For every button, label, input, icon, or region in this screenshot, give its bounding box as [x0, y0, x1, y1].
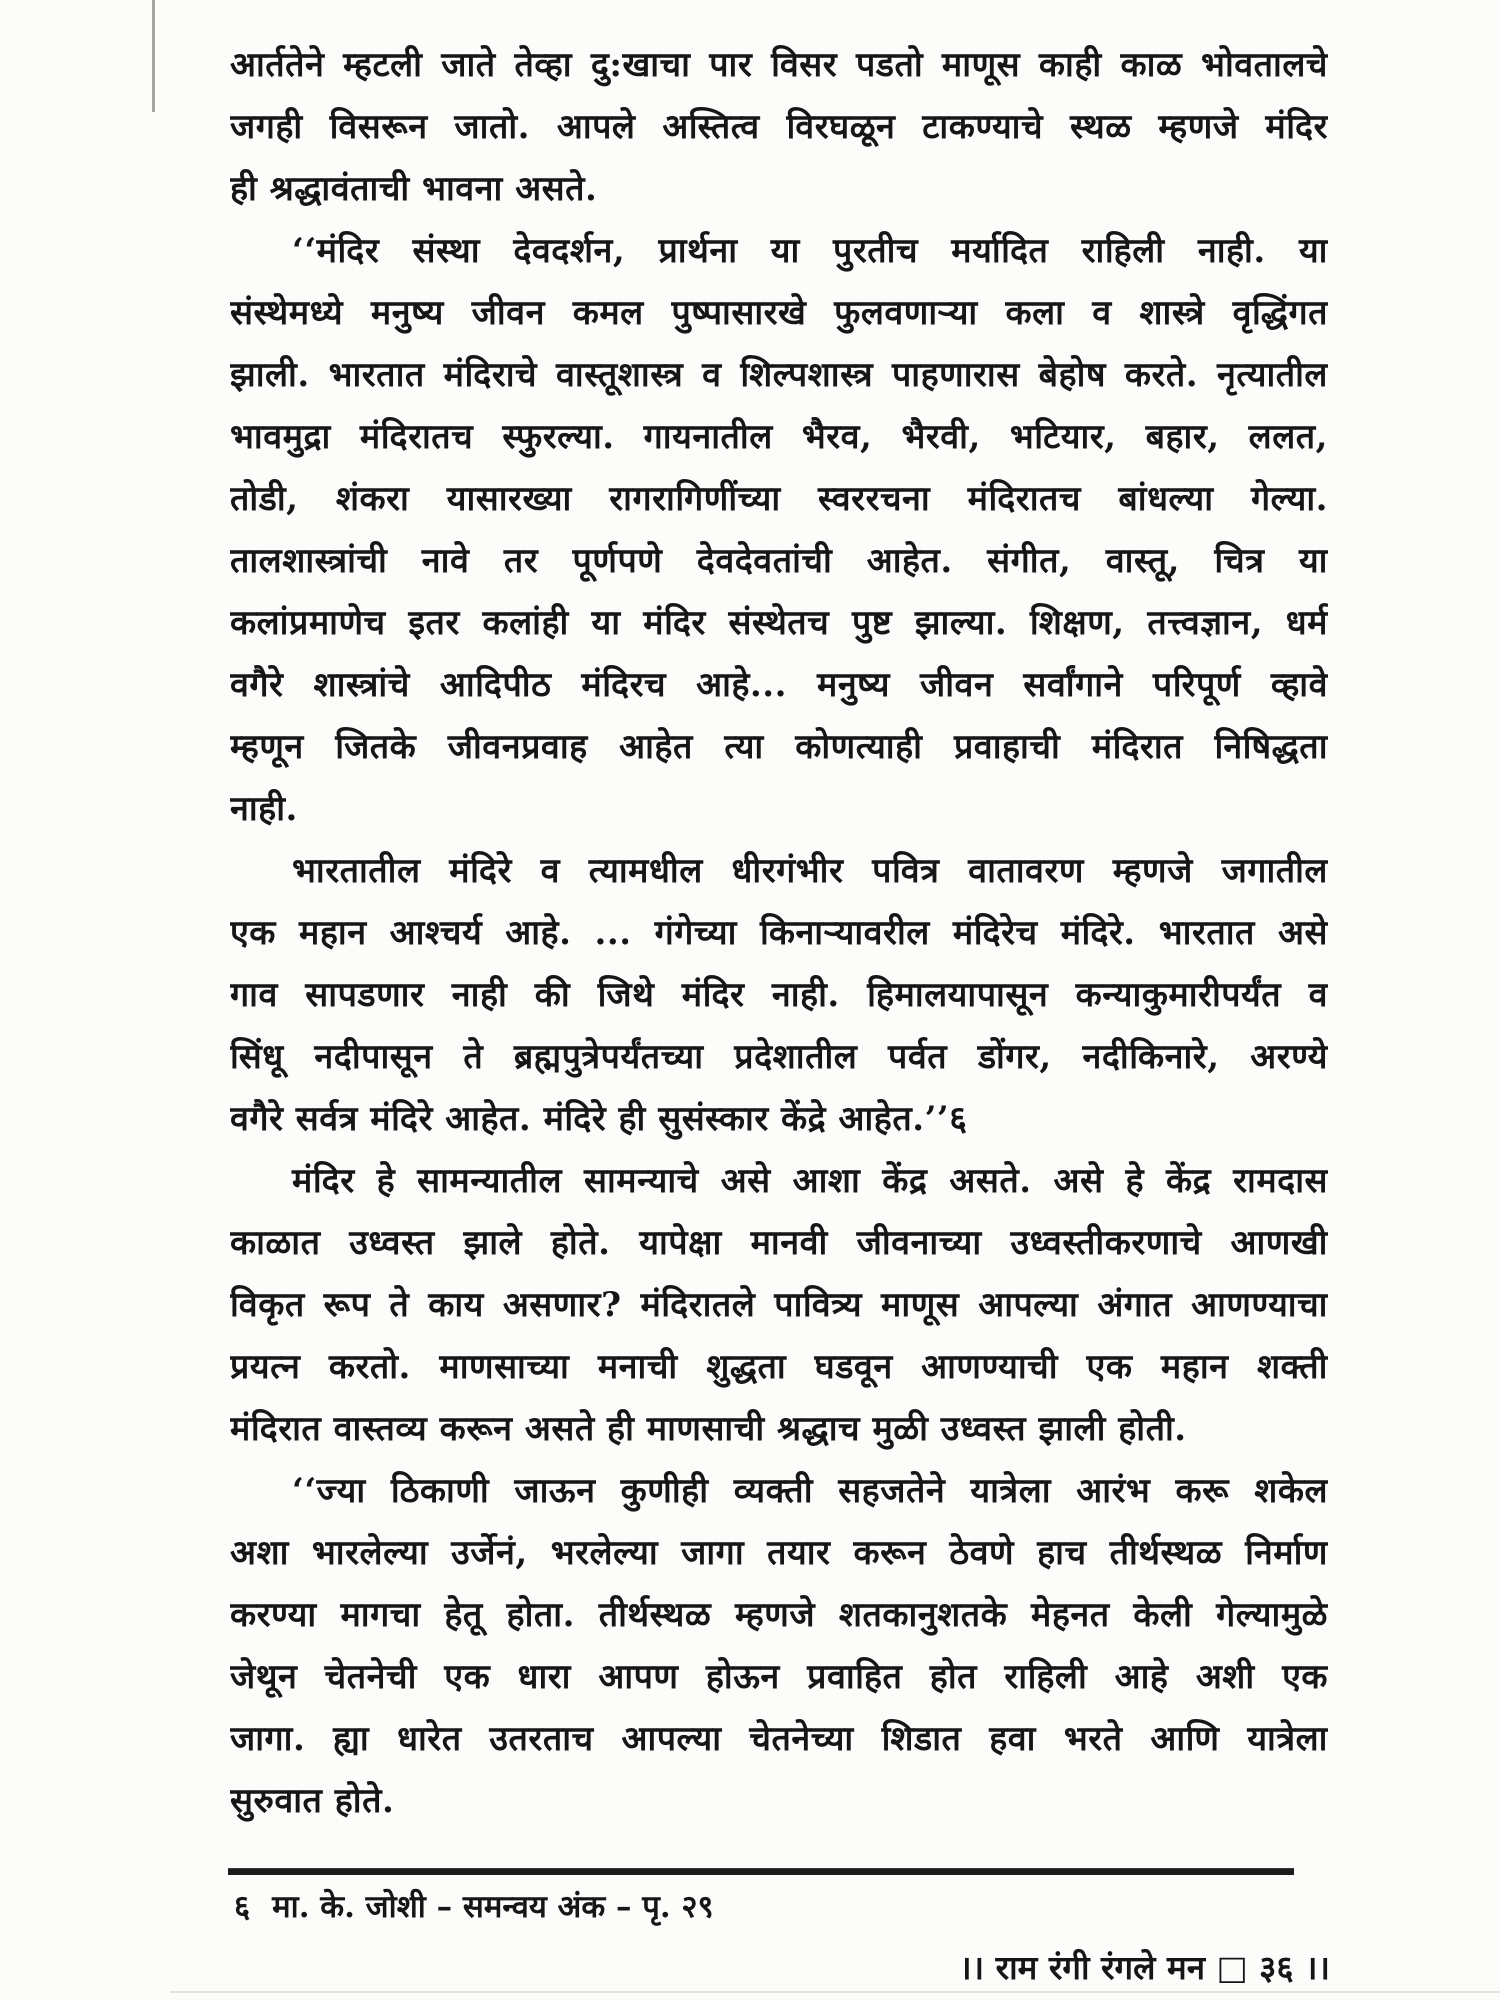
text-line: आर्ततेने म्हटली जाते तेव्हा दु:खाचा पार विसर पडतो माणूस काही काळ भोवतालचे: [230, 45, 1328, 85]
footnote-marker: ६: [234, 1889, 251, 1925]
text-line: झाली. भारतात मंदिराचे वास्तूशास्त्र व शिल्पशास्त्र पाहणारास बेहोष करते. नृत्यातील: [230, 355, 1328, 395]
paragraph: [230, 1460, 1328, 1832]
text-line: अशा भारलेल्या उर्जेनं, भरलेल्या जागा तयार करून ठेवणे हाच तीर्थस्थळ निर्माण: [230, 1533, 1328, 1573]
paragraph: [230, 840, 1328, 1150]
text-line: सुरुवात होते.: [230, 1781, 395, 1821]
text-line: मंदिर हे सामन्यातील सामन्याचे असे आशा केंद्र असते. असे हे केंद्र रामदास: [292, 1161, 1328, 1201]
text-line: ‘‘मंदिर संस्था देवदर्शन, प्रार्थना या पुरतीच मर्यादित राहिली नाही. या: [292, 231, 1328, 271]
paragraph: [230, 220, 1328, 840]
text-line: नाही.: [230, 789, 298, 829]
scan-bottom-artifact: [170, 1991, 1500, 1993]
text-line: तालशास्त्रांची नावे तर पूर्णपणे देवदेवतांची आहेत. संगीत, वास्तू, चित्र या: [230, 541, 1328, 581]
text-line: प्रयत्न करतो. माणसाच्या मनाची शुद्धता घडवून आणण्याची एक महान शक्ती: [230, 1347, 1328, 1387]
text-line: म्हणून जितके जीवनप्रवाह आहेत त्या कोणत्याही प्रवाहाची मंदिरात निषिद्धता: [230, 727, 1328, 767]
text-line: संस्थेमध्ये मनुष्य जीवन कमल पुष्पासारखे फुलवणाऱ्या कला व शास्त्रे वृद्धिंगत: [230, 293, 1328, 333]
text-line: एक महान आश्चर्य आहे. ... गंगेच्या किनाऱ्यावरील मंदिरेच मंदिरे. भारतात असे: [230, 913, 1328, 953]
text-line: भारतातील मंदिरे व त्यामधील धीरगंभीर पवित्र वातावरण म्हणजे जगातील: [292, 851, 1328, 891]
footnote-divider-rule: [228, 1868, 1294, 1875]
text-line: कलांप्रमाणेच इतर कलांही या मंदिर संस्थेतच पुष्ट झाल्या. शिक्षण, तत्त्वज्ञान, धर्म: [230, 603, 1328, 643]
text-line: जागा. ह्या धारेत उतरताच आपल्या चेतनेच्या शिडात हवा भरते आणि यात्रेला: [230, 1719, 1328, 1759]
scan-edge-artifact: [152, 0, 155, 112]
text-line: वगैरे शास्त्रांचे आदिपीठ मंदिरच आहे... मनुष्य जीवन सर्वांगाने परिपूर्ण व्हावे: [230, 665, 1328, 705]
text-line: गाव सापडणार नाही की जिथे मंदिर नाही. हिमालयापासून कन्याकुमारीपर्यंत व: [230, 975, 1328, 1015]
text-line: करण्या मागचा हेतू होता. तीर्थस्थळ म्हणजे शतकानुशतके मेहनत केली गेल्यामुळे: [230, 1595, 1328, 1635]
text-line: तोडी, शंकरा यासारख्या रागरागिणींच्या स्वररचना मंदिरातच बांधल्या गेल्या.: [230, 479, 1328, 519]
text-line: वगैरे सर्वत्र मंदिरे आहेत. मंदिरे ही सुसंस्कार केंद्रे आहेत.’’६: [230, 1099, 968, 1139]
text-line: सिंधू नदीपासून ते ब्रह्मपुत्रेपर्यंतच्या प्रदेशातील पर्वत डोंगर, नदीकिनारे, अरण्ये: [230, 1037, 1328, 1077]
text-line: ‘‘ज्या ठिकाणी जाऊन कुणीही व्यक्ती सहजतेने यात्रेला आरंभ करू शकेल: [292, 1471, 1328, 1511]
paragraph: [230, 34, 1328, 220]
text-line: जेथून चेतनेची एक धारा आपण होऊन प्रवाहित होत राहिली आहे अशी एक: [230, 1657, 1328, 1697]
page-footer-title-and-number: ।। राम रंगी रंगले मन □ ३६ ।।: [959, 1948, 1330, 1987]
text-line: जगही विसरून जातो. आपले अस्तित्व विरघळून टाकण्याचे स्थळ म्हणजे मंदिर: [230, 107, 1328, 147]
text-line: ही श्रद्धावंताची भावना असते.: [230, 169, 598, 209]
paragraph: [230, 1150, 1328, 1460]
text-line: मंदिरात वास्तव्य करून असते ही माणसाची श्रद्धाच मुळी उध्वस्त झाली होती.: [230, 1409, 1187, 1449]
text-line: काळात उध्वस्त झाले होते. यापेक्षा मानवी जीवनाच्या उध्वस्तीकरणाचे आणखी: [230, 1223, 1328, 1263]
footnote-text: मा. के. जोशी – समन्वय अंक – पृ. २९: [272, 1889, 714, 1925]
footnote: [234, 1882, 1234, 1932]
text-line: भावमुद्रा मंदिरातच स्फुरल्या. गायनातील भैरव, भैरवी, भटियार, बहार, ललत,: [230, 417, 1328, 457]
page-body-text: [230, 34, 1328, 1832]
text-line: विकृत रूप ते काय असणार? मंदिरातले पावित्र्य माणूस आपल्या अंगात आणण्याचा: [230, 1285, 1328, 1325]
